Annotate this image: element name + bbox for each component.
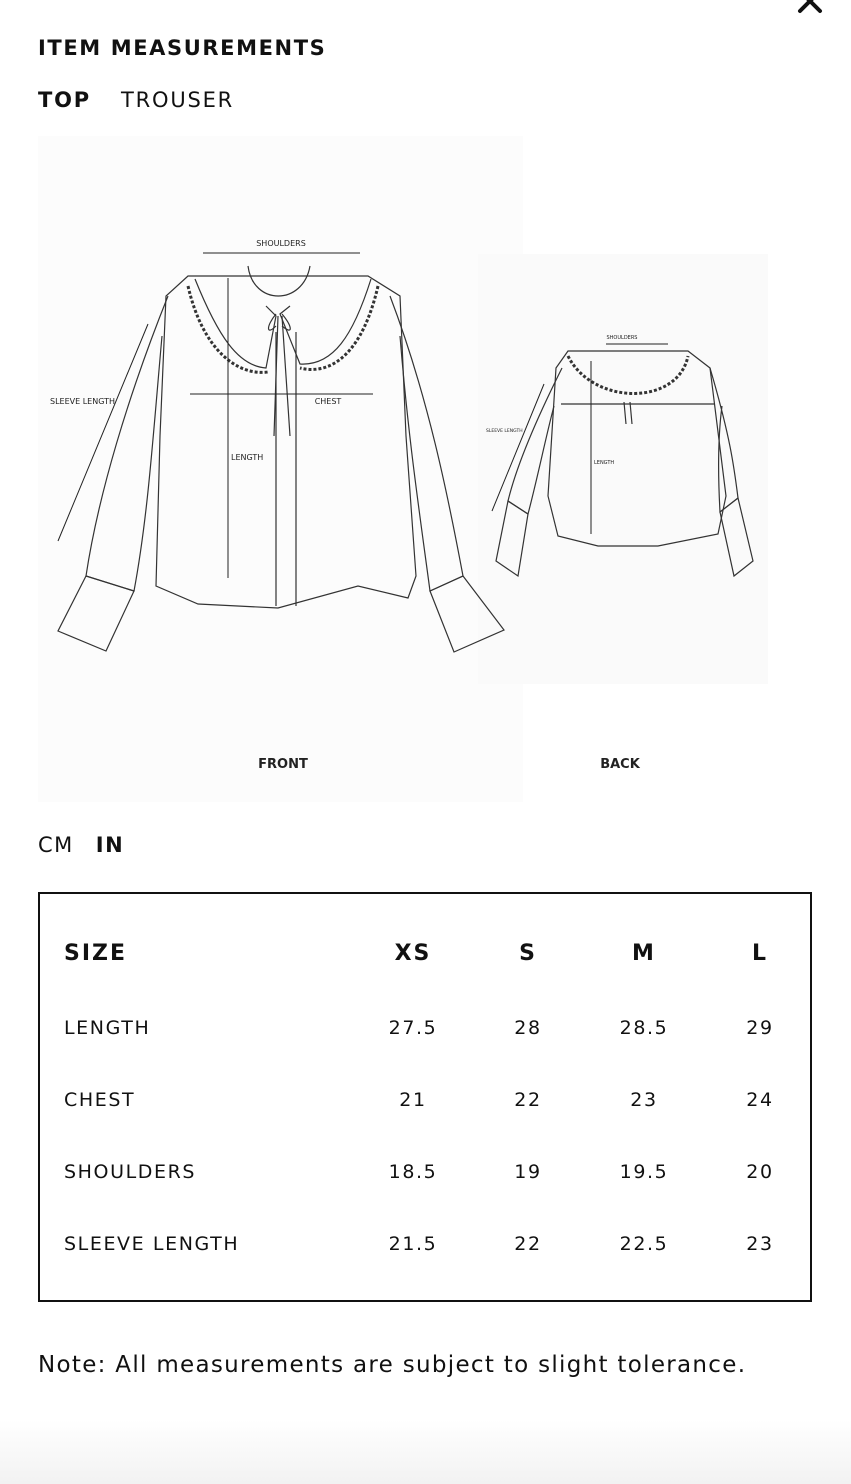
cell-value: 28 (514, 1017, 542, 1039)
front-shoulders-label: SHOULDERS (256, 239, 306, 248)
back-shoulders-label: SHOULDERS (606, 335, 638, 341)
row-label: CHEST (64, 1089, 136, 1111)
unit-toggle (38, 833, 124, 857)
table-header-row (40, 941, 810, 971)
table-row (40, 1161, 810, 1191)
garment-illustration (38, 136, 773, 802)
back-sleeve-length-label: SLEEVE LENGTH (486, 429, 523, 434)
cell-value: 29 (746, 1017, 774, 1039)
cell-value: 21 (399, 1089, 427, 1111)
row-label: LENGTH (64, 1017, 151, 1039)
bottom-shade (0, 1420, 851, 1484)
size-s-header: S (519, 941, 537, 966)
garment-tabs (38, 88, 234, 112)
row-label: SLEEVE LENGTH (64, 1233, 240, 1255)
size-m-header: M (632, 941, 656, 966)
cell-value: 24 (746, 1089, 774, 1111)
cell-value: 22 (514, 1233, 542, 1255)
cell-value: 23 (630, 1089, 658, 1111)
front-length-label: LENGTH (231, 453, 264, 462)
unit-cm[interactable]: CM (38, 833, 74, 857)
table-row (40, 1089, 810, 1119)
front-caption: FRONT (258, 757, 308, 772)
cell-value: 22 (514, 1089, 542, 1111)
back-length-label: LENGTH (594, 460, 615, 466)
cell-value: 27.5 (388, 1017, 438, 1039)
table-row (40, 1017, 810, 1047)
close-icon (795, 0, 825, 16)
cell-value: 22.5 (619, 1233, 669, 1255)
size-table (38, 892, 812, 1302)
front-chest-label: CHEST (314, 397, 342, 406)
cell-value: 20 (746, 1161, 774, 1183)
front-sleeve-length-label: SLEEVE LENGTH (50, 397, 116, 406)
size-header: SIZE (64, 941, 128, 966)
table-row (40, 1233, 810, 1263)
back-caption: BACK (600, 757, 640, 772)
size-xs-header: XS (394, 941, 432, 966)
row-label: SHOULDERS (64, 1161, 197, 1183)
cell-value: 23 (746, 1233, 774, 1255)
cell-value: 19.5 (619, 1161, 669, 1183)
cell-value: 28.5 (619, 1017, 669, 1039)
tab-top[interactable]: TOP (38, 88, 91, 112)
modal-title: ITEM MEASUREMENTS (38, 36, 327, 60)
size-l-header: L (751, 941, 769, 966)
close-button[interactable] (793, 0, 827, 16)
unit-in[interactable]: IN (95, 833, 125, 857)
cell-value: 21.5 (388, 1233, 438, 1255)
tab-trouser[interactable]: TROUSER (120, 88, 235, 112)
cell-value: 19 (514, 1161, 542, 1183)
tolerance-note: Note: All measurements are subject to slight tolerance. (38, 1352, 747, 1378)
cell-value: 18.5 (388, 1161, 438, 1183)
